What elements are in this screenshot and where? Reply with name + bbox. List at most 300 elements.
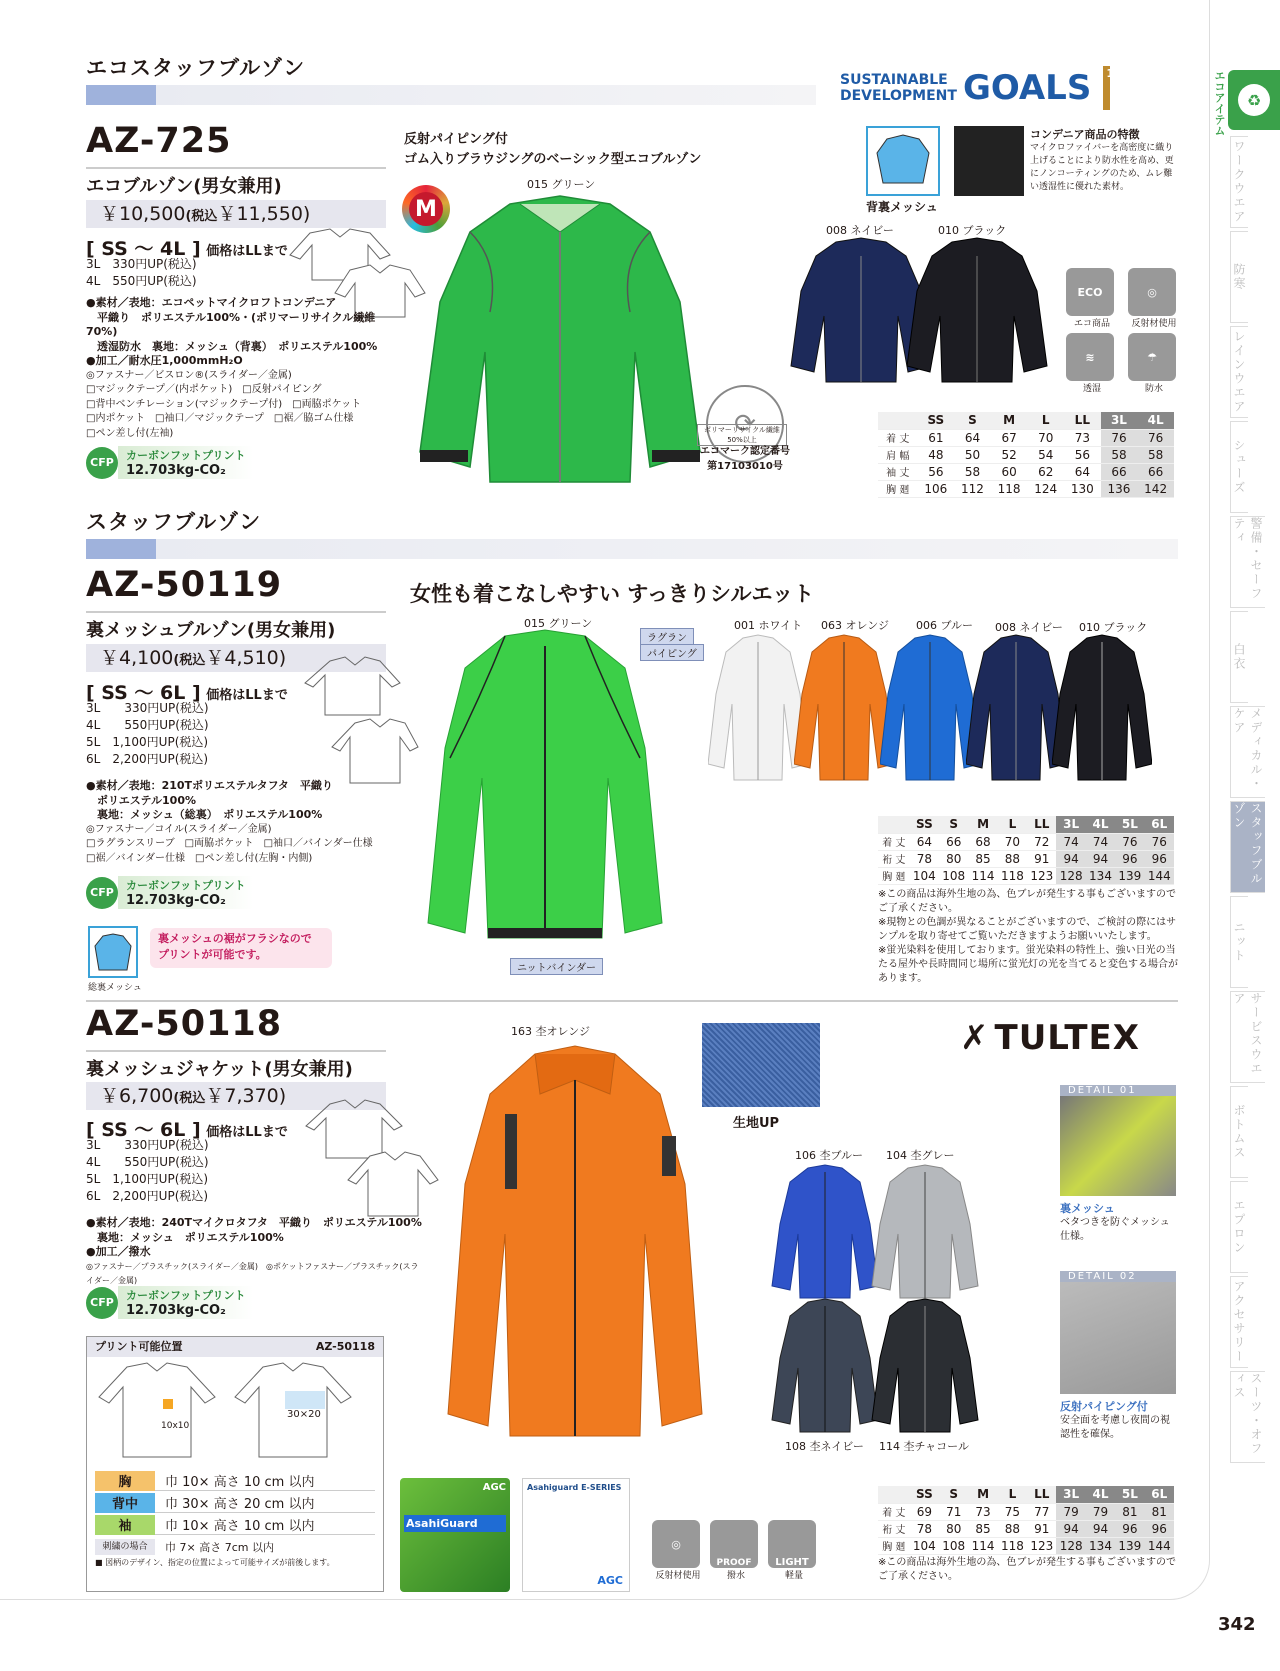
breathable-icon: ≋ [1066, 333, 1114, 381]
print-title: プリント可能位置 [95, 1340, 183, 1353]
size-cell: 79 [1086, 1503, 1115, 1520]
section1-title: エコスタッフブルゾン [86, 56, 306, 80]
size-cell: 88 [998, 850, 1027, 867]
size-header: 4L [1086, 1486, 1115, 1503]
reflector-icon: ◎ [1128, 268, 1176, 316]
spec-line-small: □背中ベンチレーション(マジックテープ付) □両脇ポケット [86, 398, 362, 410]
size-row [878, 429, 1174, 446]
print-row-label: 袖 [95, 1515, 155, 1535]
agc-logo: AGC [597, 1574, 623, 1587]
section1-size-table [878, 412, 1174, 498]
size-cell: 77 [1027, 1503, 1056, 1520]
sidebar-tab-knit[interactable]: ニット [1230, 896, 1248, 988]
size-up: 3L 330円UP(税込) [86, 1138, 209, 1152]
print-row [95, 1493, 375, 1513]
size-header: 4L [1086, 816, 1115, 833]
color-label-navy: 008 ネイビー [826, 224, 894, 237]
size-cell: 67 [991, 429, 1028, 446]
size-range: [ SS ～ 6L ] [86, 682, 201, 704]
size-header: S [939, 816, 968, 833]
sidebar-tabs [1230, 136, 1280, 1466]
tultex-mark-icon: ✗ [960, 1018, 989, 1058]
section2-mesh-label: 総裏メッシュ [88, 983, 142, 993]
spec-line: ●加工／撥水 [86, 1245, 151, 1258]
section3-orange-jacket [440, 1044, 710, 1444]
size-cell: 108 [939, 1537, 968, 1554]
size-up: 6L 2,200円UP(税込) [86, 752, 209, 766]
catch-line1: 反射パイピング付 [404, 132, 508, 147]
condenia-image [954, 126, 1024, 196]
jacket-orange [794, 634, 894, 782]
condenia-title: コンデニア商品の特徴 [1030, 128, 1140, 141]
size-header: SS [910, 1486, 939, 1503]
spec-line: ●加工／耐水圧1,000mmH₂O [86, 354, 243, 367]
print-diagram [87, 1357, 383, 1465]
infinity-icon: ∞ [1113, 83, 1132, 108]
print-row [95, 1471, 375, 1491]
section3-size-ups [86, 1137, 209, 1205]
spec-line-small: □ラグランスリーブ □両脇ポケット □袖口／バインダー仕様 [86, 838, 373, 849]
size-cell: 70 [998, 833, 1027, 850]
size-row-label: 肩 幅 [878, 446, 918, 463]
spec-line-small: ◎ファスナー／コイル(スライダー／金属) [86, 823, 272, 835]
jacket-white [708, 634, 808, 782]
spec-line: ●素材／表地：エコペットマイクロフトコンデニア [86, 296, 337, 309]
eco-product-icon: ECO [1066, 268, 1114, 316]
color-label-white: 001 ホワイト [734, 619, 803, 632]
mesh-thumb [866, 126, 940, 196]
sidebar-tab-security[interactable]: 警備・セーフティ [1230, 516, 1265, 608]
detail1-title: DETAIL 01 [1060, 1085, 1176, 1096]
size-header: 4L [1137, 412, 1174, 429]
size-cell: 56 [1064, 446, 1101, 463]
asahiguard-card1 [400, 1478, 510, 1592]
sdg-goals: GOALS [962, 68, 1092, 108]
eco-mark-label [700, 442, 790, 472]
size-cell: 124 [1027, 480, 1064, 497]
size-header: 6L [1145, 816, 1174, 833]
size-header: L [998, 816, 1027, 833]
cfp-badge: CFP [86, 1287, 118, 1319]
size-cell: 58 [954, 463, 991, 480]
size-cell: 56 [918, 463, 955, 480]
color-label-blue: 006 ブルー [916, 619, 974, 632]
print-position-box [86, 1336, 384, 1592]
cfp-badge: CFP [86, 447, 118, 479]
size-cell: 94 [1086, 850, 1115, 867]
spec-line: ●素材／表地：240Tマイクロタフタ 平織り ポリエステル100% [86, 1216, 422, 1229]
detail1-image [1060, 1096, 1176, 1196]
size-header-corner [878, 412, 918, 429]
eco-icon: ♻ [1238, 84, 1270, 116]
size-row-label: 着 丈 [878, 833, 910, 850]
m-badge-label: M [409, 192, 443, 226]
size-cell: 96 [1145, 850, 1174, 867]
color-label-black: 010 ブラック [1079, 621, 1148, 634]
cfp-value: 12.703kg-CO₂ [126, 893, 226, 908]
size-cell: 104 [910, 867, 939, 884]
size-note: 価格はLLまで [206, 1125, 288, 1140]
size-row [878, 850, 1174, 867]
icon-label: 防水 [1144, 384, 1163, 394]
size-row-label: 胸 廻 [878, 867, 910, 884]
jacket-black [1052, 634, 1152, 782]
section3-color-jackets [770, 1164, 985, 1434]
note-line: ※この商品は海外生地の為、色ブレが発生する事もございますのでご了承ください。 [878, 1557, 1176, 1582]
size-row [878, 867, 1174, 884]
size-header: M [991, 412, 1028, 429]
size-cell: 70 [1027, 429, 1064, 446]
price-tax: ￥11,550) [217, 203, 311, 225]
size-header: 5L [1115, 816, 1144, 833]
detail2-text: 安全面を考慮し夜間の視認性を確保。 [1060, 1415, 1170, 1440]
section1-divider [86, 167, 386, 169]
embroidery-label: 刺繍の場合 [95, 1539, 155, 1555]
size-header: 6L [1145, 1486, 1174, 1503]
size-cell: 81 [1145, 1503, 1174, 1520]
size-cell: 85 [968, 1520, 997, 1537]
sidebar-tab-staff-blouson[interactable]: スタッフブルゾン [1230, 801, 1265, 893]
section1-green-jacket [410, 192, 710, 497]
size-cell: 94 [1056, 850, 1085, 867]
section1-main-color: 015 グリーン [527, 178, 596, 191]
size-row [878, 1503, 1174, 1520]
sidebar-tab-accessory[interactable]: アクセサリー [1230, 1276, 1248, 1368]
section1-specs [86, 296, 406, 441]
size-header: LL [1027, 1486, 1056, 1503]
tultex-brand: TULTEX [994, 1018, 1140, 1058]
section2-product-name: 裏メッシュブルゾン(男女兼用) [86, 620, 336, 641]
size-note: 価格はLLまで [206, 688, 288, 703]
size-header: LL [1064, 412, 1101, 429]
size-header: L [1027, 412, 1064, 429]
spec-line-small: □内ポケット □袖口／マジックテープ □裾／脇ゴム仕様 [86, 413, 354, 424]
size-row-label: 着 丈 [878, 429, 918, 446]
size-cell: 94 [1056, 1520, 1085, 1537]
size-range: [ SS ～ 6L ] [86, 1119, 201, 1141]
detail2 [1060, 1271, 1176, 1442]
print-box-30x20: 30×20 [287, 1409, 321, 1420]
size-cell: 76 [1101, 429, 1138, 446]
size-cell: 118 [998, 1537, 1027, 1554]
size-cell: 136 [1101, 480, 1138, 497]
detail2-label: 反射パイピング付 [1060, 1400, 1148, 1413]
size-header: LL [1027, 816, 1056, 833]
color-label-charcoal: 114 杢チャコール [879, 1440, 969, 1453]
size-cell: 94 [1086, 1520, 1115, 1537]
size-cell: 134 [1086, 1537, 1115, 1554]
size-cell: 61 [918, 429, 955, 446]
sidebar-brand-label: エコアイテム [1213, 70, 1226, 136]
size-header-corner [878, 816, 910, 833]
jacket-navy [966, 634, 1066, 782]
spec-line-small: ◎ファスナー／プラスチック(スライダー／金属) ◎ポケットファスナー／プラスチック(スライダー／金属) [86, 1261, 419, 1285]
size-cell: 66 [1101, 463, 1138, 480]
size-cell: 139 [1115, 1537, 1144, 1554]
detail2-image [1060, 1282, 1176, 1394]
size-header: 3L [1101, 412, 1138, 429]
size-cell: 64 [910, 833, 939, 850]
size-header: S [939, 1486, 968, 1503]
color-label-gray: 104 杢グレー [886, 1149, 955, 1162]
color-label-navy: 008 ネイビー [995, 621, 1063, 634]
size-cell: 58 [1101, 446, 1138, 463]
size-header: 3L [1056, 1486, 1085, 1503]
size-row [878, 480, 1174, 497]
sidebar-tab-apron[interactable]: エプロン [1230, 1181, 1248, 1273]
size-cell: 71 [939, 1503, 968, 1520]
spec-line: 裏地：メッシュ（総裏） ポリエステル100% [86, 808, 323, 821]
section1-price [86, 200, 386, 228]
size-cell: 72 [1027, 833, 1056, 850]
size-cell: 118 [998, 867, 1027, 884]
eco-mark-small: ポリマーリサイクル繊維50%以上 [697, 424, 787, 446]
size-row-label: 着 丈 [878, 1503, 910, 1520]
size-cell: 54 [1027, 446, 1064, 463]
condenia-text: マイクロファイバーを高密度に織り上げることにより防水性を高め、更にノンコーティングのため、ムレ難い透湿性に優れた素材。 [1030, 143, 1174, 192]
print-row-value: 巾 10× 高さ 10 cm 以内 [155, 1471, 375, 1491]
fabric-label: 生地UP [733, 1116, 780, 1131]
size-cell: 60 [991, 463, 1028, 480]
size-row-label: 胸 廻 [878, 1537, 910, 1554]
price-main: ￥4,100 [100, 647, 174, 669]
size-cell: 62 [1027, 463, 1064, 480]
fabric-swatch [702, 1023, 820, 1107]
section2-mesh-thumb [88, 926, 138, 978]
section1-product-name: エコブルゾン(男女兼用) [86, 176, 282, 197]
size-cell: 96 [1115, 1520, 1144, 1537]
section3-icons [652, 1520, 820, 1581]
water-repellent-icon: PROOF [710, 1520, 758, 1568]
size-up: 4L 550円UP(税込) [86, 718, 209, 732]
size-cell: 52 [991, 446, 1028, 463]
size-cell: 144 [1145, 1537, 1174, 1554]
sidebar-tab-winter[interactable]: 防寒 [1230, 231, 1248, 323]
spec-line-small: □裾／バインダー仕様 □ペン差し付(左胸・内側) [86, 852, 313, 864]
spec-line: ●素材／表地：210Tポリエステルタフタ 平織り [86, 779, 333, 792]
size-cell: 114 [968, 867, 997, 884]
spec-line-small: ◎ファスナー／ビスロン®(スライダー／金属) [86, 369, 292, 381]
spec-line: 平織り ポリエステル100%・(ポリマーリサイクル繊維70%) [86, 310, 376, 338]
size-cell: 112 [954, 480, 991, 497]
size-cell: 66 [1137, 463, 1174, 480]
catch-line2: ゴム入りブラウジングのベーシック型エコブルゾン [404, 152, 702, 167]
size-row [878, 1520, 1174, 1537]
color-label-orange: 063 オレンジ [821, 619, 889, 632]
size-header: L [998, 1486, 1027, 1503]
sidebar-tab-shoes[interactable]: シューズ [1230, 421, 1248, 513]
sidebar-tab-labcoat[interactable]: 白衣 [1230, 611, 1248, 703]
section3-specs [86, 1216, 426, 1289]
size-cell: 76 [1145, 833, 1174, 850]
agc-logo: AGC [482, 1482, 506, 1493]
section1-title-bar [86, 85, 816, 105]
mesh-label: 背裏メッシュ [866, 200, 938, 214]
size-row-label: 裄 丈 [878, 1520, 910, 1537]
asahiguard-eseries: Asahiguard E-SERIES [527, 1483, 622, 1492]
icon-label: 透湿 [1082, 384, 1101, 394]
sidebar-tab-suit[interactable]: スーツ・オフィス [1230, 1371, 1265, 1463]
jacket-charcoal [870, 1298, 980, 1434]
section1-size-ups [86, 256, 197, 290]
section2-main-color: 015 グリーン [524, 617, 593, 630]
size-range: [ SS ～ 4L ] [86, 238, 201, 260]
sdg-text1: SUSTAINABLE [840, 72, 948, 88]
icon-label: 反射材使用 [1131, 319, 1177, 329]
section2-size-ups [86, 700, 209, 768]
size-cell: 73 [1064, 429, 1101, 446]
size-up: 4L 550円UP(税込) [86, 274, 197, 288]
section2-color-jackets [708, 634, 1178, 782]
size-cell: 74 [1086, 833, 1115, 850]
size-cell: 96 [1115, 850, 1144, 867]
spec-line: 透湿防水 裏地：メッシュ（背裏） ポリエステル100% [86, 339, 378, 353]
section2-catch: 女性も着こなしやすい すっきりシルエット [410, 582, 815, 606]
spec-line: ポリエステル100% [86, 793, 196, 807]
size-cell: 134 [1086, 867, 1115, 884]
section-divider [86, 1000, 1178, 1002]
sidebar-tab-medical[interactable]: メディカル・ケア [1230, 706, 1265, 798]
price-tax-label: (税込 [173, 653, 206, 668]
sidebar-tab-service[interactable]: サービスウエア [1230, 991, 1265, 1083]
size-cell: 58 [1137, 446, 1174, 463]
section1-black-jacket [902, 236, 1052, 386]
size-cell: 139 [1115, 867, 1144, 884]
size-cell: 128 [1056, 1537, 1085, 1554]
ecomark-title: エコマーク認定番号 [700, 446, 790, 457]
sdg-text2: DEVELOPMENT [840, 88, 957, 104]
color-label-black: 010 ブラック [938, 224, 1007, 237]
note-line: ※現物との色調が異なることがございますので、ご検討の際にはサンプルを取り寄せてご覧いただきますようお願いいたします。 [878, 917, 1177, 942]
section2-notes [878, 888, 1178, 986]
sidebar-tab-bottoms[interactable]: ボトムス [1230, 1086, 1248, 1178]
print-row-value: 巾 10× 高さ 10 cm 以内 [155, 1515, 375, 1535]
sidebar-tab-workwear[interactable]: ワークウエア [1230, 136, 1248, 228]
size-cell: 76 [1115, 833, 1144, 850]
size-header: SS [918, 412, 955, 429]
size-cell: 66 [939, 833, 968, 850]
sidebar-tab-rainwear[interactable]: レインウエア [1230, 326, 1248, 418]
size-cell: 64 [1064, 463, 1101, 480]
size-header: 5L [1115, 1486, 1144, 1503]
size-cell: 123 [1027, 1537, 1056, 1554]
print-row-label: 胸 [95, 1471, 155, 1491]
size-row [878, 463, 1174, 480]
icon-label: 撥水 [726, 1571, 745, 1581]
size-cell: 104 [910, 1537, 939, 1554]
detail1 [1060, 1085, 1176, 1244]
sdg-logo [840, 66, 1132, 110]
asahiguard-card2 [522, 1478, 630, 1592]
embroidery-value: 巾 7× 高さ 7cm 以内 [165, 1541, 274, 1554]
section2-size-table [878, 816, 1174, 885]
size-cell: 130 [1064, 480, 1101, 497]
section3-notes [878, 1556, 1178, 1584]
jacket-blue [880, 634, 980, 782]
size-row-label: 胸 廻 [878, 480, 918, 497]
size-row-label: 裄 丈 [878, 850, 910, 867]
sdg-goal-number: 12 [1106, 67, 1122, 80]
section3-model: AZ-50118 [86, 1004, 283, 1044]
spec-line-small: □ペン差し付(左袖) [86, 427, 174, 439]
jacket-navy [770, 1298, 880, 1434]
price-tax: ￥7,370) [205, 1085, 287, 1107]
size-header: SS [910, 816, 939, 833]
size-cell: 48 [918, 446, 955, 463]
size-cell: 108 [939, 867, 968, 884]
size-cell: 78 [910, 850, 939, 867]
cfp-label: カーボンフットプリント [126, 879, 246, 892]
size-cell: 69 [910, 1503, 939, 1520]
size-cell: 114 [968, 1537, 997, 1554]
ecomark-number: 第17103010号 [707, 461, 783, 472]
section2-specs [86, 779, 406, 866]
size-header: 3L [1056, 816, 1085, 833]
size-cell: 64 [954, 429, 991, 446]
size-cell: 74 [1056, 833, 1085, 850]
size-row-label: 袖 丈 [878, 463, 918, 480]
print-box-10x10: 10x10 [161, 1421, 190, 1431]
section2-divider [86, 611, 386, 613]
section2-line-drawing [300, 655, 420, 785]
size-up: 3L 330円UP(税込) [86, 257, 197, 271]
note-line: ※この商品は海外生地の為、色ブレが発生する事もございますのでご了承ください。 [878, 889, 1176, 914]
section3-line-drawing [300, 1098, 440, 1218]
size-cell: 144 [1145, 867, 1174, 884]
size-header-corner [878, 1486, 910, 1503]
size-up: 5L 1,100円UP(税込) [86, 1172, 209, 1186]
size-cell: 80 [939, 1520, 968, 1537]
size-cell: 81 [1115, 1503, 1144, 1520]
waterproof-icon: ☂ [1128, 333, 1176, 381]
section1-catch [404, 130, 701, 170]
callout-piping: パイピング [640, 644, 704, 661]
section3-size-table [878, 1486, 1174, 1555]
asahiguard-logo: AsahiGuard [404, 1515, 506, 1532]
size-cell: 88 [998, 1520, 1027, 1537]
callout-knit-binder: ニットバインダー [510, 958, 603, 975]
size-header: M [968, 816, 997, 833]
size-up: 5L 1,100円UP(税込) [86, 735, 209, 749]
embroidery-row [95, 1539, 375, 1555]
price-tax: ￥4,510) [205, 647, 287, 669]
section3-cfp [86, 1286, 253, 1319]
cfp-value: 12.703kg-CO₂ [126, 1303, 226, 1318]
size-header: M [968, 1486, 997, 1503]
sidebar-brand-tab[interactable] [1228, 70, 1280, 130]
size-cell: 118 [991, 480, 1028, 497]
reflector-icon: ◎ [652, 1520, 700, 1568]
size-cell: 128 [1056, 867, 1085, 884]
section3-divider [86, 1050, 386, 1052]
detail2-title: DETAIL 02 [1060, 1271, 1176, 1282]
icon-label: 反射材使用 [655, 1571, 701, 1581]
condenia-info [1030, 126, 1180, 194]
price-main: ￥6,700 [100, 1085, 174, 1107]
section2-cfp [86, 876, 253, 909]
section2-title-bar [86, 539, 1178, 559]
size-cell: 79 [1056, 1503, 1085, 1520]
lightweight-icon: LIGHT [768, 1520, 816, 1568]
cfp-badge: CFP [86, 877, 118, 909]
size-cell: 68 [968, 833, 997, 850]
size-cell: 106 [918, 480, 955, 497]
cfp-value: 12.703kg-CO₂ [126, 463, 226, 478]
section3-main-color: 163 杢オレンジ [511, 1025, 590, 1038]
icon-label: エコ商品 [1073, 319, 1110, 329]
eco-mark: ⟳ [706, 385, 784, 463]
section2-green-jacket [420, 628, 670, 948]
